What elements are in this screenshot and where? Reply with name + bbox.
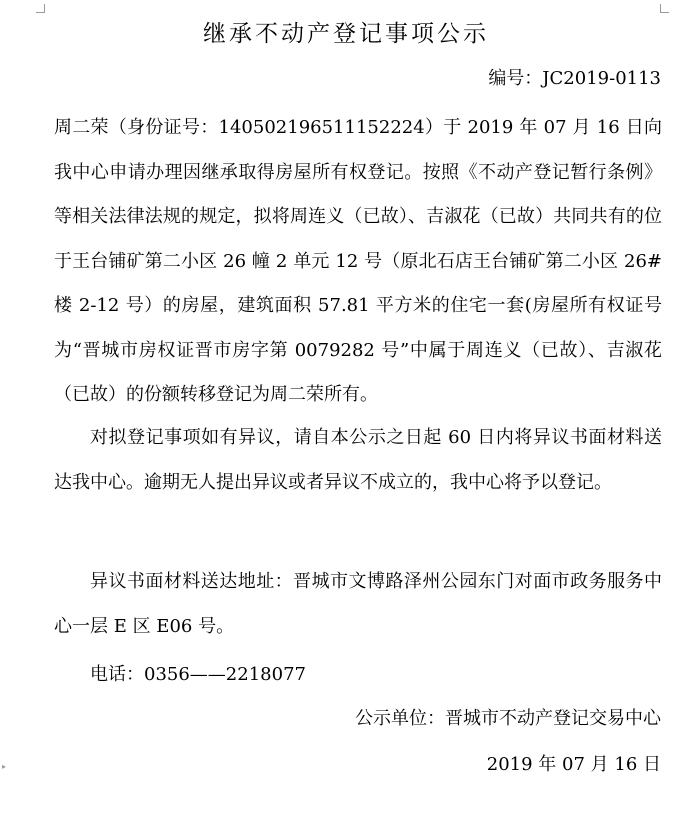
paragraph-mark-icon: ▸ <box>2 762 7 771</box>
serial-number: 编号：JC2019-0113 <box>488 68 661 89</box>
page-corner-mark-top-right <box>660 4 669 13</box>
document-title: 继承不动产登记事项公示 <box>203 21 489 47</box>
notice-phone: 电话：0356——2218077 <box>90 664 306 685</box>
notice-paragraph-main: 周二荣（身份证号：140502196511152224）于 2019 年 07 月 16 日向我中心申请办理因继承取得房屋所有权登记。按照《不动产登记暂行条例》等相关法律法规的规定，拟将周连义（已故）、吉淑花（已故）共同共有的位于王台铺矿第二小区 26 幢 2 单元 12 号（原北石店王台铺矿第二小区 26#楼 2-12 号）的房屋，建筑面积 57.81 平方米的住宅一套(房屋所有权证号为“晋城市房权证晋市房字第 0079282 号”中属于周连义（已故）、吉淑花（已故）的份额转移登记为周二荣所有。 <box>54 117 662 405</box>
issuing-unit: 公示单位：晋城市不动产登记交易中心 <box>355 708 661 729</box>
page-corner-mark-top-left <box>36 4 45 13</box>
notice-paragraph-address: 异议书面材料送达地址：晋城市文博路泽州公园东门对面市政务服务中心一层 E 区 E06 号。 <box>54 571 662 637</box>
notice-paragraph-objection: 对拟登记事项如有异议，请自本公示之日起 60 日内将异议书面材料送达我中心。逾期无人提出异议或者异议不成立的，我中心将予以登记。 <box>54 427 662 493</box>
notice-date: 2019 年 07 月 16 日 <box>486 754 661 775</box>
